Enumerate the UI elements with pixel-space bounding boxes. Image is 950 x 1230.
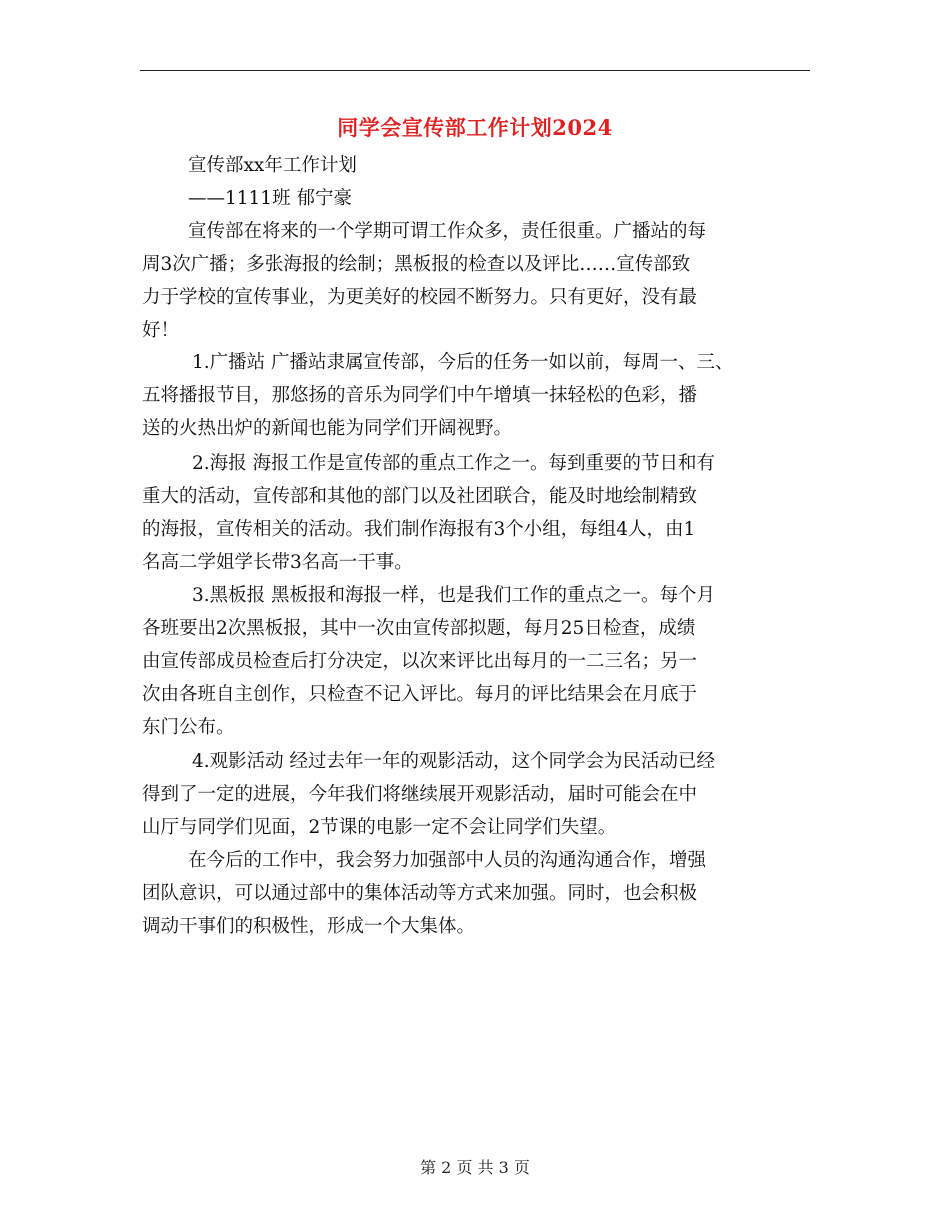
paragraph-line: 4.观影活动 经过去年一年的观影活动，这个同学会为民活动已经 <box>192 751 716 772</box>
paragraph-line: 团队意识，可以通过部中的集体活动等方式来加强。同时，也会积极 <box>142 883 698 904</box>
document-subtitle: 宣传部xx年工作计划 <box>188 155 357 176</box>
paragraph-line: 好！ <box>142 320 180 341</box>
paragraph-line: 东门公布。 <box>142 717 235 738</box>
paragraph-line: 得到了一定的进展，今年我们将继续展开观影活动，届时可能会在中 <box>142 784 698 805</box>
paragraph-line: 力于学校的宣传事业，为更美好的校园不断努力。只有更好，没有最 <box>142 287 698 308</box>
paragraph-line: 周3次广播；多张海报的绘制；黑板报的检查以及评比……宣传部致 <box>142 254 691 275</box>
paragraph-line: 的海报，宣传相关的活动。我们制作海报有3个小组，每组4人，由1 <box>142 519 696 540</box>
paragraph-line: 送的火热出炉的新闻也能为同学们开阔视野。 <box>142 418 513 439</box>
paragraph-line: 3.黑板报 黑板报和海报一样，也是我们工作的重点之一。每个月 <box>192 585 716 606</box>
paragraph-line: 在今后的工作中，我会努力加强部中人员的沟通沟通合作，增强 <box>188 850 707 871</box>
paragraph-line: 名高二学姐学长带3名高一干事。 <box>142 552 413 573</box>
page-number: 第 2 页 共 3 页 <box>420 1158 530 1177</box>
paragraph-line: 1.广播站 广播站隶属宣传部，今后的任务一如以前，每周一、三、 <box>192 352 734 373</box>
paragraph-line: 重大的活动，宣传部和其他的部门以及社团联合，能及时地绘制精致 <box>142 486 698 507</box>
document-author: ——1111班 郁宁豪 <box>188 188 352 209</box>
paragraph-line: 次由各班自主创作，只检查不记入评比。每月的评比结果会在月底于 <box>142 684 698 705</box>
paragraph-line: 2.海报 海报工作是宣传部的重点工作之一。每到重要的节日和有 <box>192 453 716 474</box>
paragraph-line: 各班要出2次黑板报，其中一次由宣传部拟题，每月25日检查，成绩 <box>142 618 696 639</box>
paragraph-line: 五将播报节目，那悠扬的音乐为同学们中午增填一抹轻松的色彩，播 <box>142 385 698 406</box>
paragraph-line: 由宣传部成员检查后打分决定，以次来评比出每月的一二三名；另一 <box>142 651 698 672</box>
document-title: 同学会宣传部工作计划2024 <box>337 115 613 140</box>
paragraph-line: 调动干事们的积极性，形成一个大集体。 <box>142 916 476 937</box>
paragraph-line: 宣传部在将来的一个学期可谓工作众多，责任很重。广播站的每 <box>188 221 707 242</box>
header-rule <box>140 70 810 71</box>
paragraph-line: 山厅与同学们见面，2节课的电影一定不会让同学们失望。 <box>142 817 617 838</box>
